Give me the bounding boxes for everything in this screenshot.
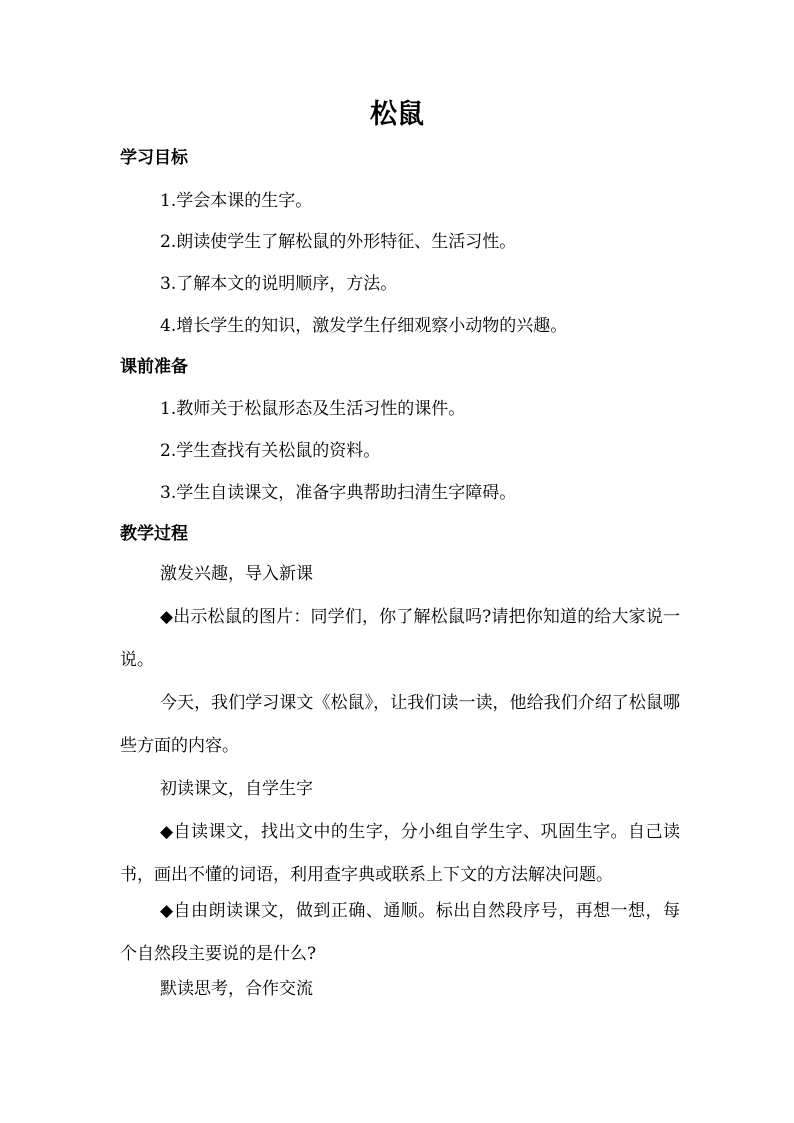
preparation-item: 1.教师关于松鼠形态及生活习性的课件。 bbox=[160, 399, 466, 419]
process-paragraph: 今天，我们学习课文《松鼠》，让我们读一读，他给我们介绍了松鼠哪些方面的内容。 bbox=[120, 693, 680, 756]
process-paragraph: ◆自读课文，找出文中的生字，分小组自学生字、巩固生字。自己读书，画出不懂的词语，利用查字典或联系上下文的方法解决问题。 bbox=[120, 822, 680, 885]
process-paragraph: 初读课文，自学生字 bbox=[160, 779, 313, 799]
preparation-item: 3.学生自读课文，准备字典帮助扫清生字障碍。 bbox=[160, 483, 517, 503]
process-paragraph: ◆自由朗读课文，做到正确、通顺。标出自然段序号，再想一想，每个自然段主要说的是什么? bbox=[120, 901, 680, 964]
process-paragraph: 默读思考，合作交流 bbox=[160, 979, 313, 999]
section-heading-preparation: 课前准备 bbox=[120, 357, 188, 377]
objective-item: 1.学会本课的生字。 bbox=[160, 191, 313, 211]
process-paragraph: ◆出示松鼠的图片：同学们，你了解松鼠吗?请把你知道的给大家说一说。 bbox=[120, 607, 680, 670]
objective-item: 4.增长学生的知识，激发学生仔细观察小动物的兴趣。 bbox=[160, 316, 568, 336]
preparation-item: 2.学生查找有关松鼠的资料。 bbox=[160, 441, 381, 461]
section-heading-process: 教学过程 bbox=[120, 524, 188, 544]
page-title: 松鼠 bbox=[370, 99, 424, 130]
process-paragraph: 激发兴趣，导入新课 bbox=[160, 564, 313, 584]
section-heading-objectives: 学习目标 bbox=[120, 148, 188, 168]
objective-item: 3.了解本文的说明顺序，方法。 bbox=[160, 274, 398, 294]
objective-item: 2.朗读使学生了解松鼠的外形特征、生活习性。 bbox=[160, 232, 517, 252]
